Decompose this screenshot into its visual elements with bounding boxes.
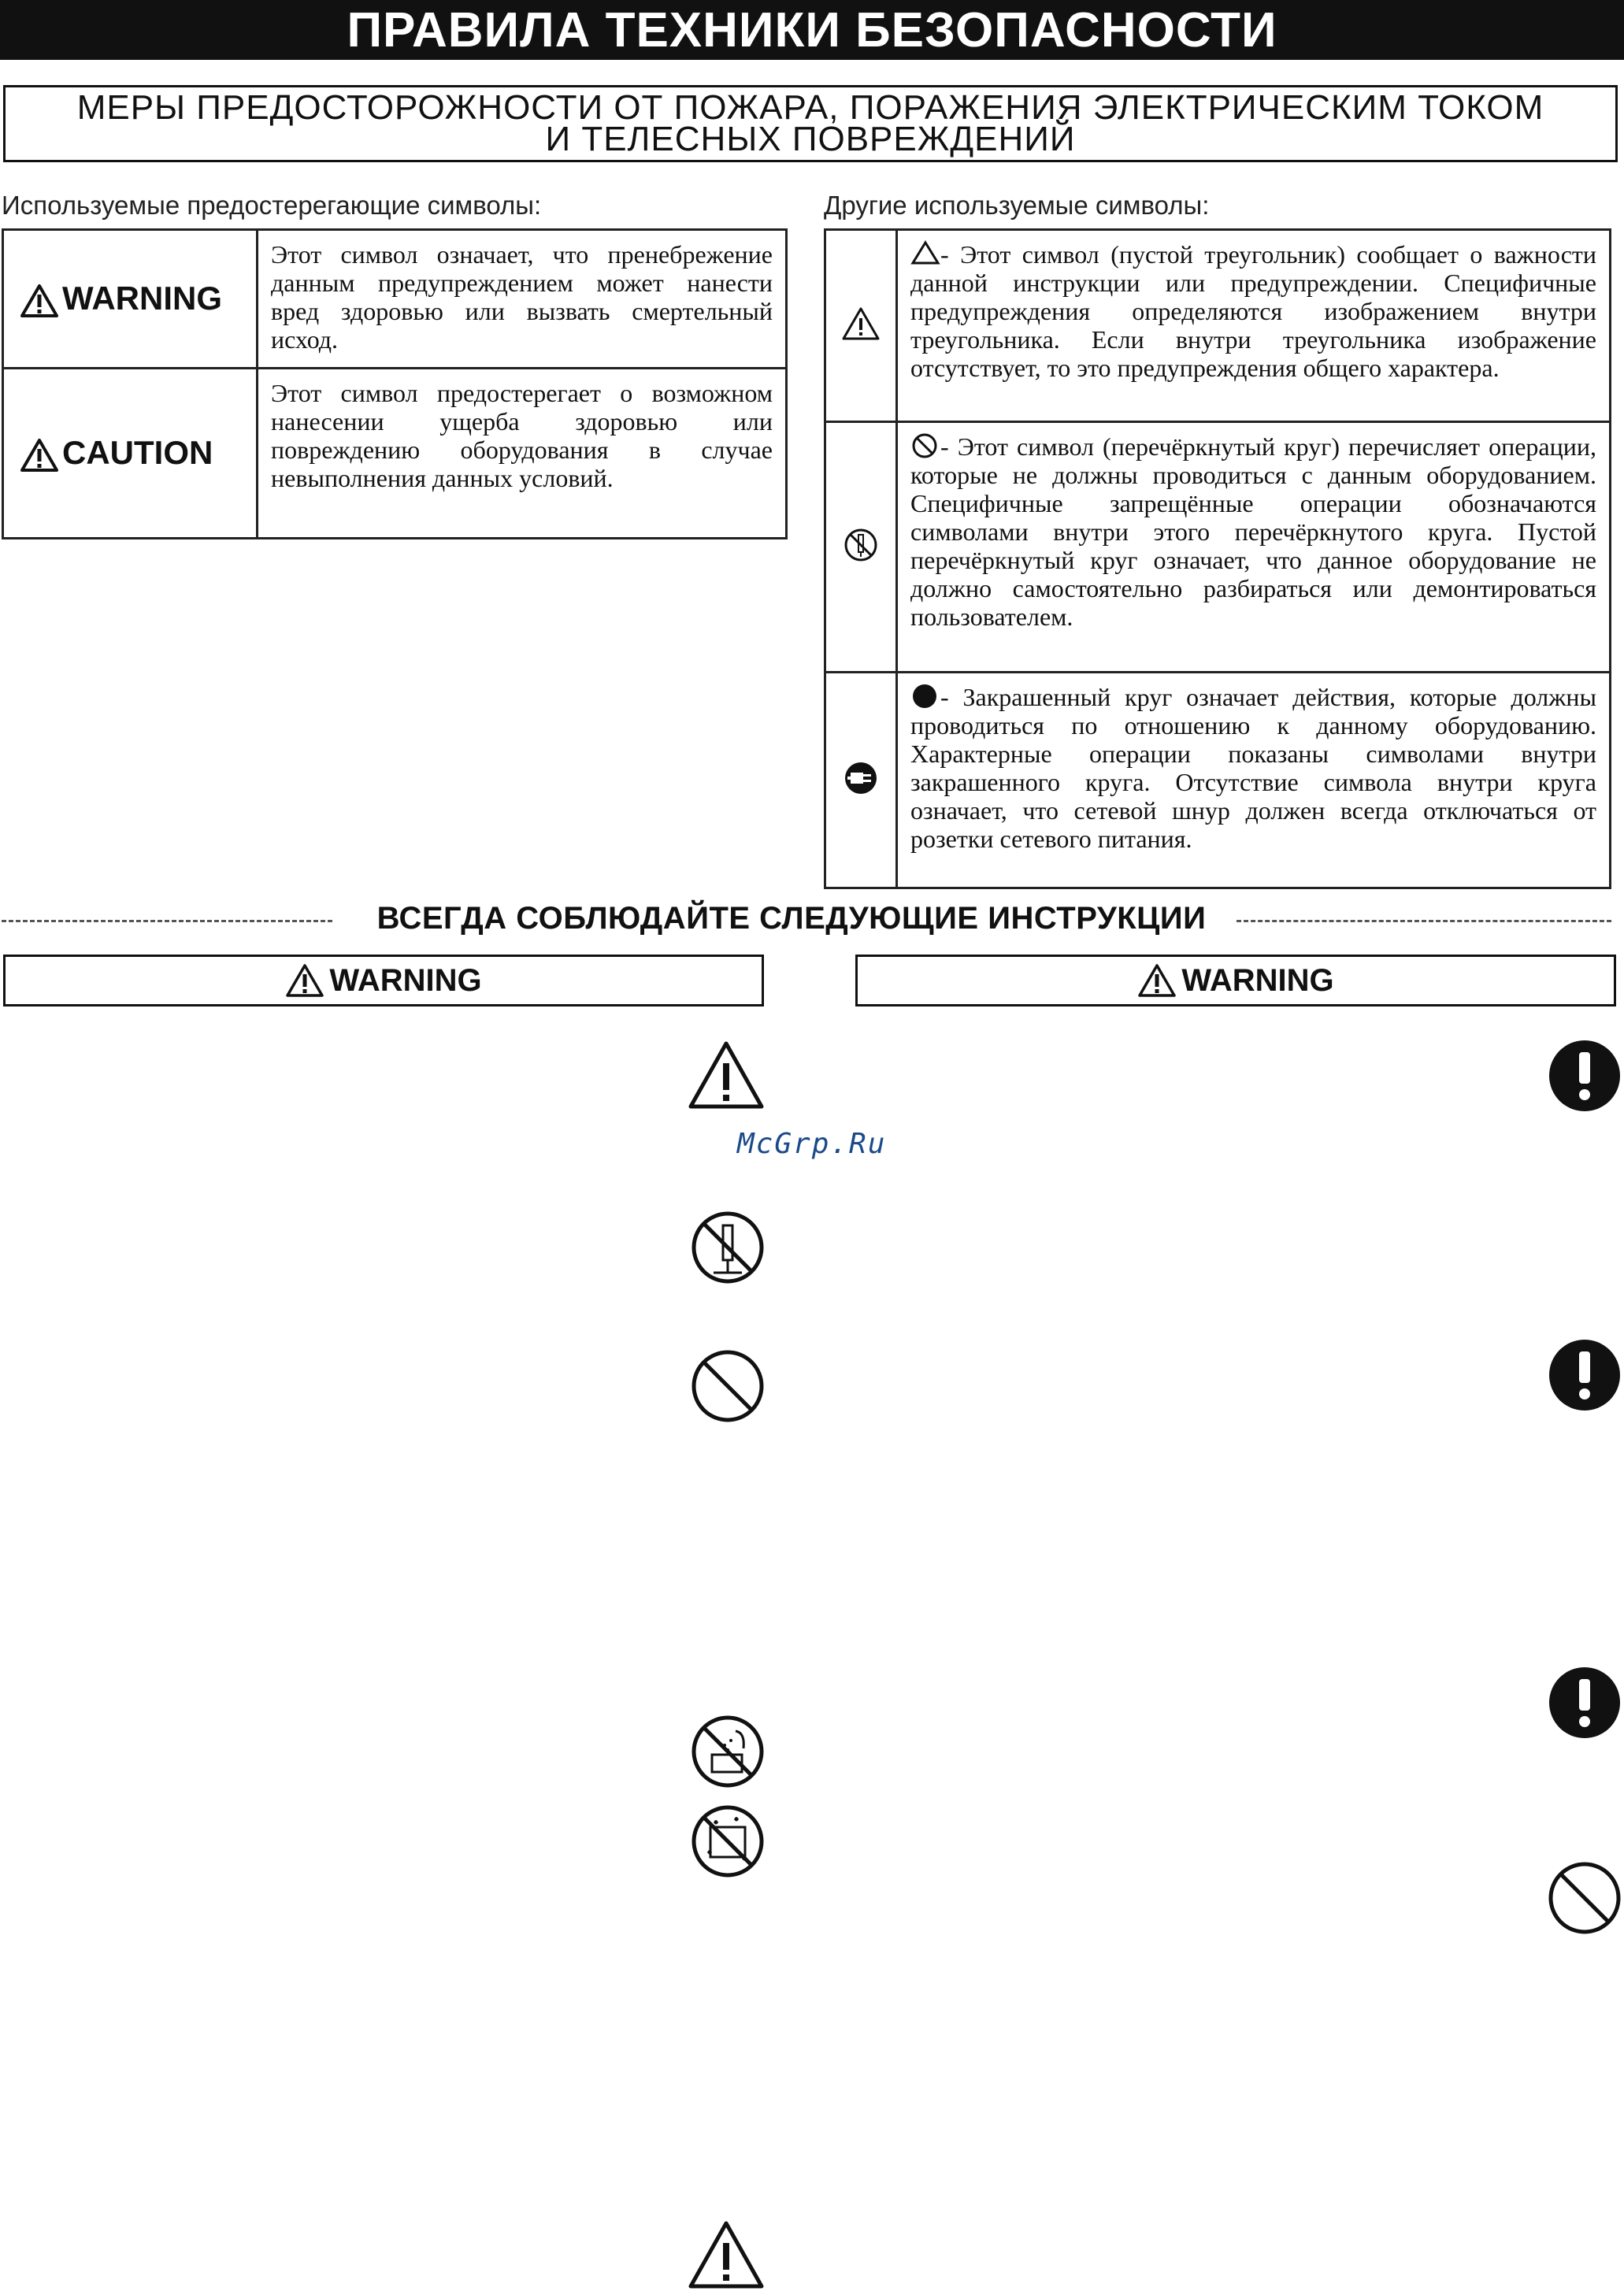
left-warning-box: [3, 955, 764, 1006]
page-subtitle: [3, 85, 1618, 162]
warning-label-cell: [3, 230, 258, 369]
left-warning-label: WARNING: [329, 962, 482, 998]
right-warning-box: [855, 955, 1616, 1006]
other-symbols-heading: Другие используемые символы:: [824, 191, 1210, 220]
mandatory-action-icon: [1547, 1038, 1622, 1114]
prohibition-icon: [1547, 1860, 1622, 1936]
watermark: McGrp.Ru: [737, 1128, 887, 1160]
warning-description: Этот символ означает, что пренебрежение данным предупреждением может нанести вред здоровью или вызвать смертельный исход.: [258, 230, 787, 369]
instructions-heading: ВСЕГДА СОБЛЮДАЙТЕ СЛЕДУЮЩИЕ ИНСТРУКЦИИ: [376, 901, 1207, 936]
no-moisture-icon: [690, 1804, 766, 1879]
caution-label: CAUTION: [62, 434, 213, 472]
warning-triangle-icon: [20, 284, 59, 318]
table-row: [825, 230, 1611, 422]
warning-symbols-table: [2, 228, 788, 539]
no-water-icon: [690, 1714, 766, 1789]
right-warning-label: WARNING: [1181, 962, 1334, 998]
triangle-symbol-text: - Этот символ (пустой треугольник) сообщает о важности данной инструкции или предупреждении. Специфичные предупреждения определяются изображением внутри треугольника. Если внутри треугольника изображение отсутствует, то это предупреждения общего характера.: [910, 240, 1596, 382]
mandatory-action-icon: [1547, 1337, 1622, 1413]
warning-triangle-icon: [1137, 963, 1177, 998]
icon-cell: [825, 673, 897, 888]
mandatory-action-icon: [1547, 1665, 1622, 1740]
prohibition-icon: [690, 1348, 766, 1424]
separator-right: [1237, 920, 1611, 922]
caution-description: Этот символ предостерегает о возможном нанесении ущерба здоровью или повреждению оборудования в случае невыполнения данных условий.: [258, 369, 787, 539]
filled-circle-icon: [910, 683, 940, 710]
warning-label: WARNING: [62, 280, 222, 317]
caution-label-cell: [3, 369, 258, 539]
separator-left: [2, 920, 332, 922]
table-row: [825, 422, 1611, 673]
other-symbols-table: [824, 228, 1611, 889]
symbol-description: [897, 422, 1611, 673]
table-row: [825, 673, 1611, 888]
icon-cell: [825, 230, 897, 422]
warning-triangle-icon: [285, 963, 324, 998]
prohibition-icon: [910, 432, 940, 459]
table-row: [3, 369, 787, 539]
no-disassemble-icon: [843, 527, 879, 563]
subtitle-line-2: И ТЕЛЕСНЫХ ПОВРЕЖДЕНИЙ: [545, 120, 1076, 158]
subtitle-line-1: МЕРЫ ПРЕДОСТОРОЖНОСТИ ОТ ПОЖАРА, ПОРАЖЕНИЯ ЭЛЕКТРИЧЕСКИМ ТОКОМ: [76, 88, 1544, 127]
page-title: ПРАВИЛА ТЕХНИКИ БЕЗОПАСНОСТИ: [0, 0, 1624, 60]
unplug-icon: [843, 760, 879, 796]
warning-triangle-icon: [20, 438, 59, 473]
warning-symbols-heading: Используемые предостерегающие символы:: [2, 191, 542, 220]
symbol-description: [897, 230, 1611, 422]
prohibition-symbol-text: - Этот символ (перечёркнутый круг) перечисляет операции, которые не должны проводиться с данным оборудованием. Специфичные запрещённые операции обозначаются символами внутри этого перечёркнутого круга. Пустой перечёркнутый круг означает, что данное оборудование не должно самостоятельно разбираться или демонтироваться пользователем.: [910, 432, 1596, 631]
filled-circle-symbol-text: - Закрашенный круг означает действия, которые должны проводиться по отношению к данному оборудованию. Характерные операции показаны символами внутри закрашенного круга. Отсутствие символа внутри круга означает, что сетевой шнур должен всегда отключаться от розетки сетевого питания.: [910, 683, 1596, 853]
icon-cell: [825, 422, 897, 673]
symbol-description: [897, 673, 1611, 888]
warning-triangle-icon: [841, 306, 881, 341]
triangle-outline-icon: [910, 240, 940, 265]
table-row: [3, 230, 787, 369]
warning-triangle-icon: [687, 1040, 766, 1110]
no-disassemble-icon: [690, 1210, 766, 1285]
warning-triangle-icon: [687, 2219, 766, 2290]
